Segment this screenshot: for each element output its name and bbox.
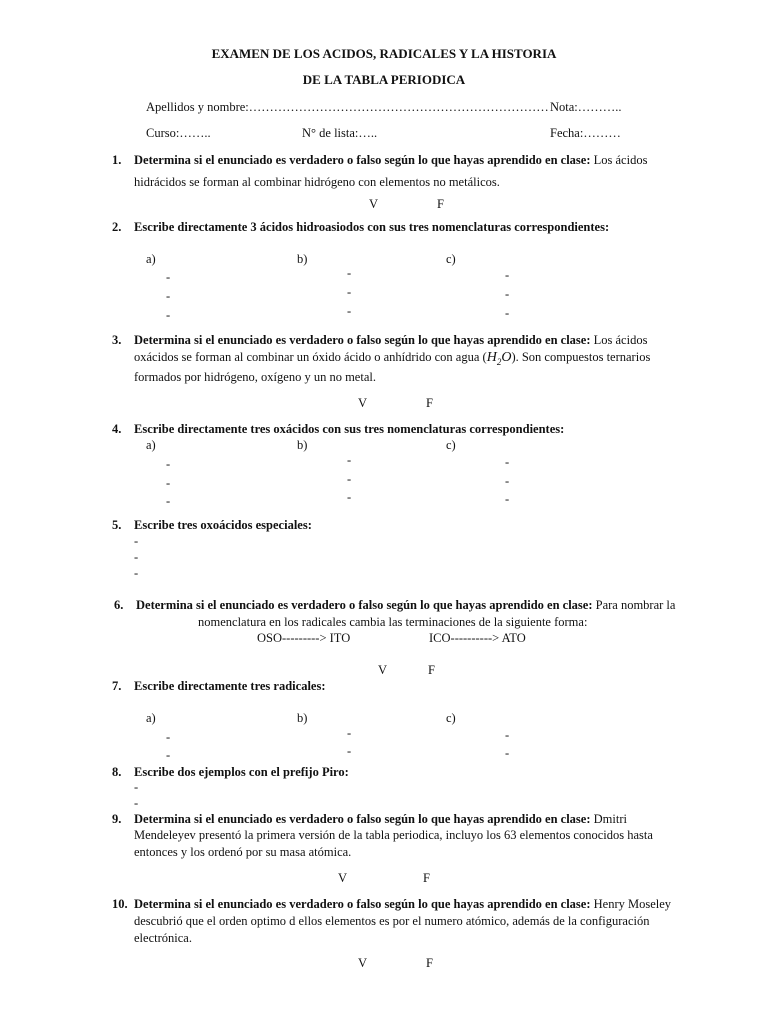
q2-c-dash: - (505, 268, 510, 282)
q2-a-dash: - (166, 289, 171, 303)
q1-prompt: Determina si el enunciado es verdadero o falso según lo que hayas aprendido en clase: (134, 153, 591, 167)
q2-label-a: a) (146, 252, 156, 266)
q5-text: Escribe tres oxoácidos especiales: (134, 518, 312, 532)
q5-dash: - (134, 566, 139, 580)
q6-line2: nomenclatura en los radicales cambia las terminaciones de la siguiente forma: (198, 615, 588, 629)
date-field: Fecha:……… (550, 126, 621, 140)
q3-line1 (134, 333, 647, 348)
q1-number: 1. (112, 153, 122, 167)
q3-line2-start: oxácidos se forman al combinar un óxido ácido o anhídrido con agua ( (134, 350, 487, 364)
q6-false-option: F (428, 663, 435, 677)
q6-text: Para nombrar la (595, 598, 676, 612)
q3-line3: formados por hidrógeno, oxígeno y un no metal. (134, 370, 376, 384)
q10-false-option: F (426, 956, 433, 970)
q3-false-option: F (426, 396, 433, 410)
q2-number: 2. (112, 220, 122, 234)
q2-a-dash: - (166, 308, 171, 322)
q7-a-dash: - (166, 730, 171, 744)
q9-line2: Mendeleyev presentó la primera versión de la tabla periodica, incluyo los 63 elementos conocidos hasta (134, 828, 653, 842)
q9-line1 (134, 812, 627, 827)
q9-text: Dmitri (593, 812, 627, 826)
q4-number: 4. (112, 422, 122, 436)
q2-a-dash: - (166, 270, 171, 284)
q6-rule-ico: ICO----------> ATO (429, 631, 526, 645)
q3-text: Los ácidos (593, 333, 648, 347)
list-number-field: N° de lista:….. (302, 126, 378, 140)
q4-b-dash: - (347, 490, 352, 504)
q1-line1 (134, 153, 647, 168)
water-formula: $H_2O$ (486, 350, 512, 367)
q6-rule-oso: OSO---------> ITO (257, 631, 351, 645)
q3-number: 3. (112, 333, 122, 347)
q10-prompt: Determina si el enunciado es verdadero o falso según lo que hayas aprendido en clase: (134, 897, 591, 911)
q5-dash: - (134, 550, 139, 564)
q10-true-option: V (358, 956, 368, 970)
q6-true-option: V (378, 663, 388, 677)
q2-text: Escribe directamente 3 ácidos hidroasiodos con sus tres nomenclaturas correspondientes: (134, 220, 610, 234)
q4-text: Escribe directamente tres oxácidos con sus tres nomenclaturas correspondientes: (134, 422, 565, 436)
q2-b-dash: - (347, 304, 352, 318)
grade-field: Nota:……….. (550, 100, 622, 114)
q2-b-dash: - (347, 266, 352, 280)
q7-text: Escribe directamente tres radicales: (134, 679, 326, 693)
q7-label-c: c) (446, 711, 456, 725)
q3-true-option: V (358, 396, 368, 410)
q8-text: Escribe dos ejemplos con el prefijo Piro: (134, 765, 349, 779)
q2-label-c: c) (446, 252, 456, 266)
q3-line2 (134, 350, 650, 367)
q10-line3: electrónica. (134, 931, 192, 945)
q9-false-option: F (423, 871, 430, 885)
q1-false-option: F (437, 197, 444, 211)
q2-c-dash: - (505, 287, 510, 301)
q7-number: 7. (112, 679, 122, 693)
q9-number: 9. (112, 812, 122, 826)
q9-prompt: Determina si el enunciado es verdadero o falso según lo que hayas aprendido en clase: (134, 812, 591, 826)
q3-line2-end: ). Son compuestos ternarios (511, 350, 651, 364)
q7-label-a: a) (146, 711, 156, 725)
q4-c-dash: - (505, 474, 510, 488)
q10-line2: descubrió que el orden optimo d ellos elementos es por el numero atómico, además de la configuración (134, 914, 650, 928)
q7-b-dash: - (347, 744, 352, 758)
q4-a-dash: - (166, 494, 171, 508)
q6-number: 6. (114, 598, 124, 612)
q4-label-a: a) (146, 438, 156, 452)
exam-title-line2: DE LA TABLA PERIODICA (302, 72, 466, 87)
q9-line3: entonces y los ordenó por su masa atómica. (134, 845, 352, 859)
q4-a-dash: - (166, 476, 171, 490)
q7-b-dash: - (347, 726, 352, 740)
q1-line2: hidrácidos se forman al combinar hidrógeno con elementos no metálicos. (134, 175, 500, 189)
q8-dash: - (134, 796, 139, 810)
q4-b-dash: - (347, 472, 352, 486)
q4-c-dash: - (505, 492, 510, 506)
q4-label-b: b) (297, 438, 308, 452)
q2-label-b: b) (297, 252, 308, 266)
q7-c-dash: - (505, 728, 510, 742)
q7-c-dash: - (505, 746, 510, 760)
q10-number: 10. (112, 897, 128, 911)
q7-label-b: b) (297, 711, 308, 725)
q4-c-dash: - (505, 455, 510, 469)
q4-b-dash: - (347, 453, 352, 467)
name-field: Apellidos y nombre:……………………………………………………………… (146, 100, 549, 114)
q3-prompt: Determina si el enunciado es verdadero o falso según lo que hayas aprendido en clase: (134, 333, 591, 347)
q10-line1 (134, 897, 671, 912)
q9-true-option: V (338, 871, 348, 885)
q6-line1 (136, 598, 675, 613)
q5-dash: - (134, 534, 139, 548)
q8-dash: - (134, 780, 139, 794)
q4-a-dash: - (166, 457, 171, 471)
q7-a-dash: - (166, 748, 171, 762)
q5-number: 5. (112, 518, 122, 532)
q4-label-c: c) (446, 438, 456, 452)
q10-text: Henry Moseley (593, 897, 672, 911)
q1-text: Los ácidos (593, 153, 648, 167)
q2-b-dash: - (347, 285, 352, 299)
exam-title-line1: EXAMEN DE LOS ACIDOS, RADICALES Y LA HISTORIA (211, 46, 557, 61)
q6-prompt: Determina si el enunciado es verdadero o falso según lo que hayas aprendido en clase: (136, 598, 593, 612)
course-field: Curso:…….. (146, 126, 211, 140)
q1-true-option: V (369, 197, 379, 211)
q8-number: 8. (112, 765, 122, 779)
q2-c-dash: - (505, 306, 510, 320)
